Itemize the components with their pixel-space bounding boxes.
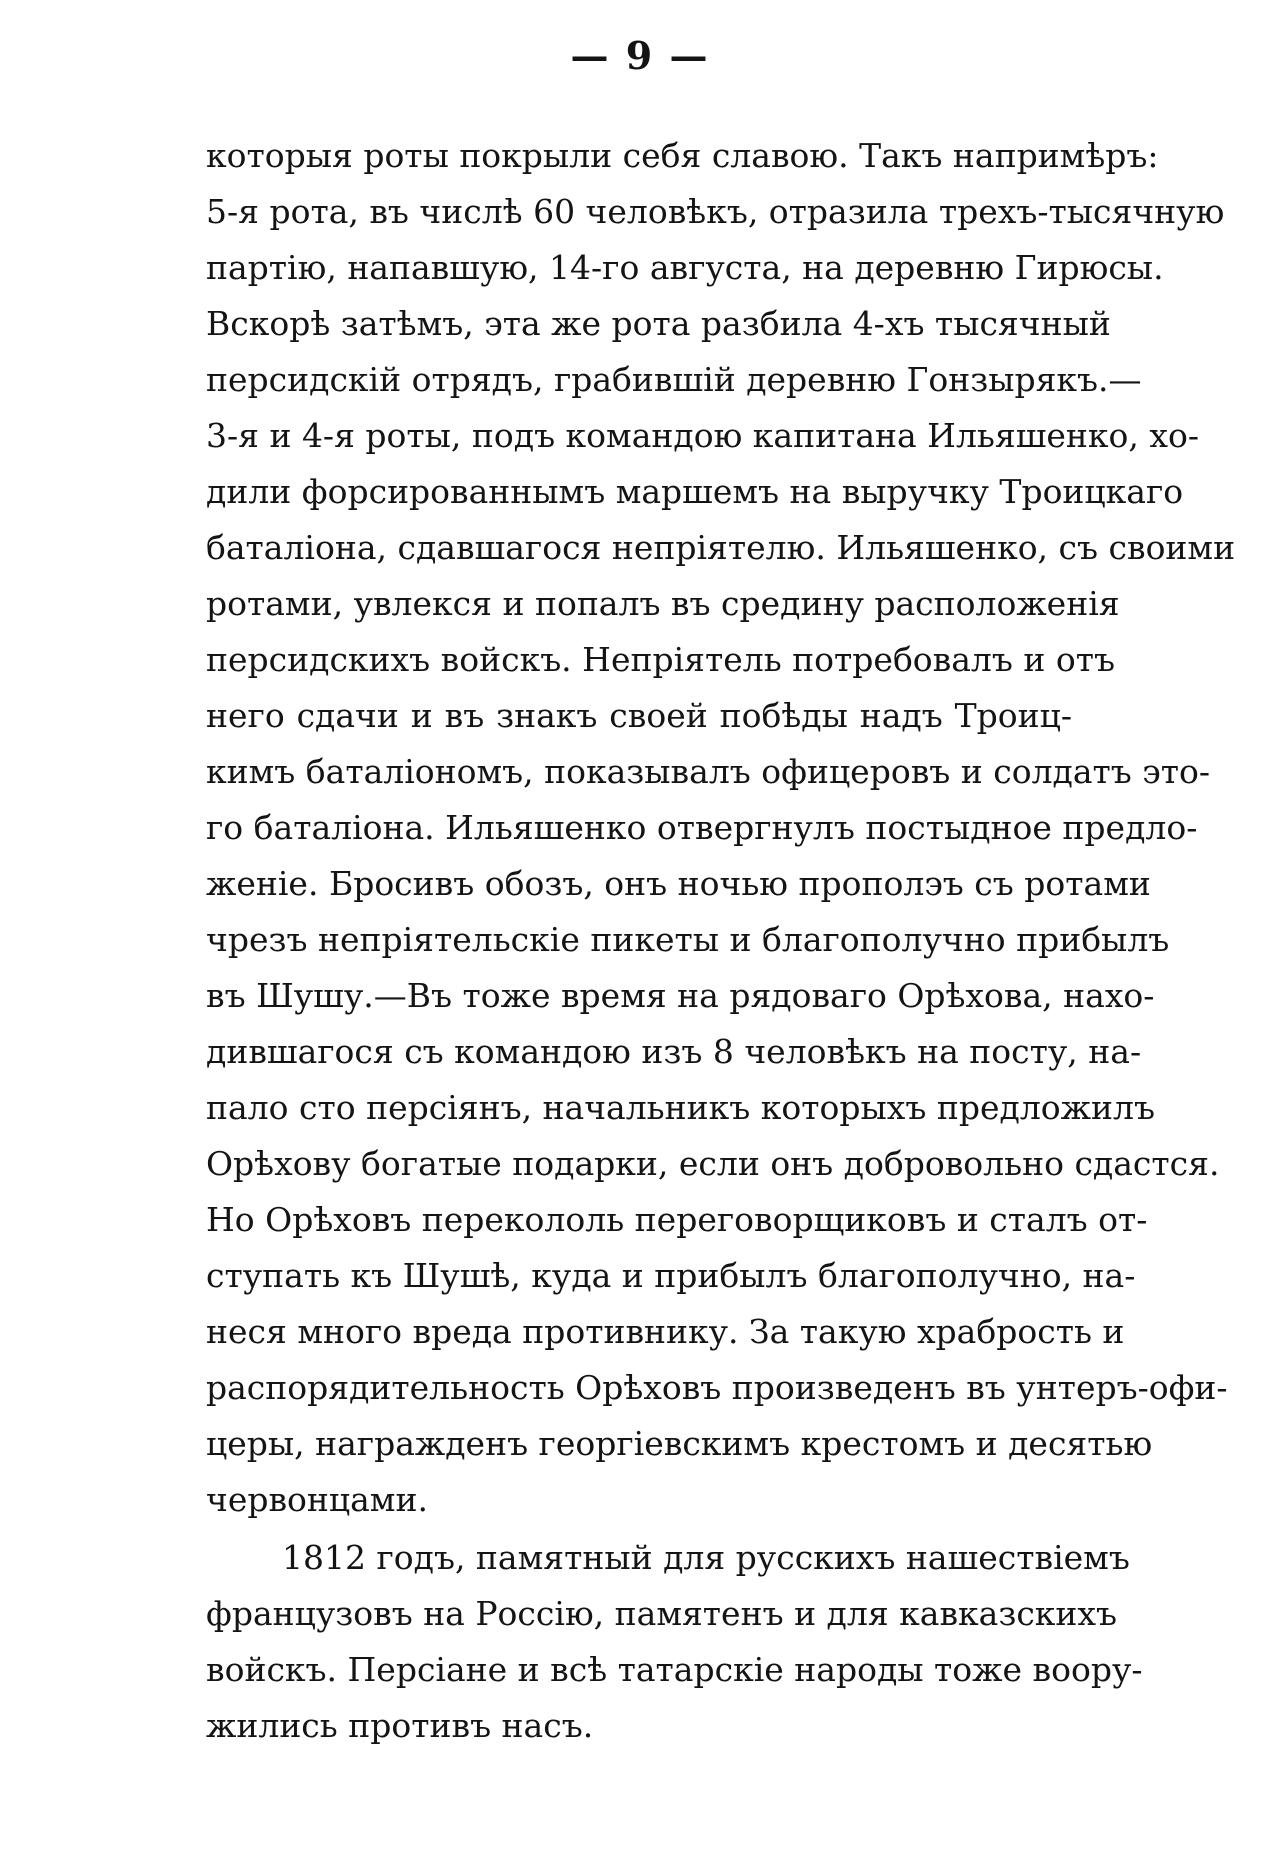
text-line: французовъ на Россію, памятенъ и для кавказскихъ [206,1594,1118,1633]
text-line: персидскій отрядъ, грабившій деревню Гонзырякъ.— [206,360,1142,399]
text-line: него сдачи и въ знакъ своей побѣды надъ Троиц- [206,696,1072,735]
text-line: церы, награжденъ георгіевскимъ крестомъ и десятью [206,1424,1153,1463]
text-line: баталіона, сдавшагося непріятелю. Ильяшенко, съ своими [206,528,1236,567]
text-line: распорядительность Орѣховъ произведенъ въ унтеръ-офи- [206,1368,1228,1407]
text-line: 5-я рота, въ числѣ 60 человѣкъ, отразила трехъ-тысячную [206,192,1225,231]
text-line: червонцами. [206,1480,428,1519]
text-line: Вскорѣ затѣмъ, эта же рота разбила 4-хъ тысячный [206,304,1111,343]
text-line: въ Шушу.—Въ тоже время на рядоваго Орѣхова, нахо- [206,976,1155,1015]
text-line: ротами, увлекся и попалъ въ средину расположенія [206,584,1120,623]
text-line: кимъ баталіономъ, показывалъ офицеровъ и солдатъ это- [206,752,1211,791]
text-line: пало сто персіянъ, начальникъ которыхъ предложилъ [206,1088,1155,1127]
text-line: чрезъ непріятельскіе пикеты и благополучно прибылъ [206,920,1170,959]
text-line: Но Орѣховъ перекололь переговорщиковъ и сталъ от- [206,1200,1148,1239]
text-line: персидскихъ войскъ. Непріятель потребовалъ и отъ [206,640,1115,679]
paragraph-2 [206,1530,1143,1754]
text-line: женіе. Бросивъ обозъ, онъ ночью прополэъ съ ротами [206,864,1151,903]
text-line: 3-я и 4-я роты, подъ командою капитана Ильяшенко, хо- [206,416,1199,455]
text-line: дили форсированнымъ маршемъ на выручку Троицкаго [206,472,1184,511]
text-line: жились противъ насъ. [206,1706,594,1745]
text-line: Орѣхову богатые подарки, если онъ добровольно сдастся. [206,1144,1220,1183]
text-line: го баталіона. Ильяшенко отвергнулъ постыдное предло- [206,808,1198,847]
text-line: дившагося съ командою изъ 8 человѣкъ на посту, на- [206,1032,1142,1071]
text-line: войскъ. Персіане и всѣ татарскіе народы тоже воору- [206,1650,1143,1689]
text-line: ступать къ Шушѣ, куда и прибылъ благополучно, на- [206,1256,1136,1295]
text-line: неся много вреда противнику. За такую храбрость и [206,1312,1125,1351]
text-line: которыя роты покрыли себя славою. Такъ напримѣръ: [206,136,1159,175]
text-line: партію, напавшую, 14-го августа, на деревню Гирюсы. [206,248,1164,287]
text-line: 1812 годъ, памятный для русскихъ нашествіемъ [282,1538,1130,1577]
paragraph-1 [206,128,1236,1528]
page-number: — 9 — [570,33,710,78]
